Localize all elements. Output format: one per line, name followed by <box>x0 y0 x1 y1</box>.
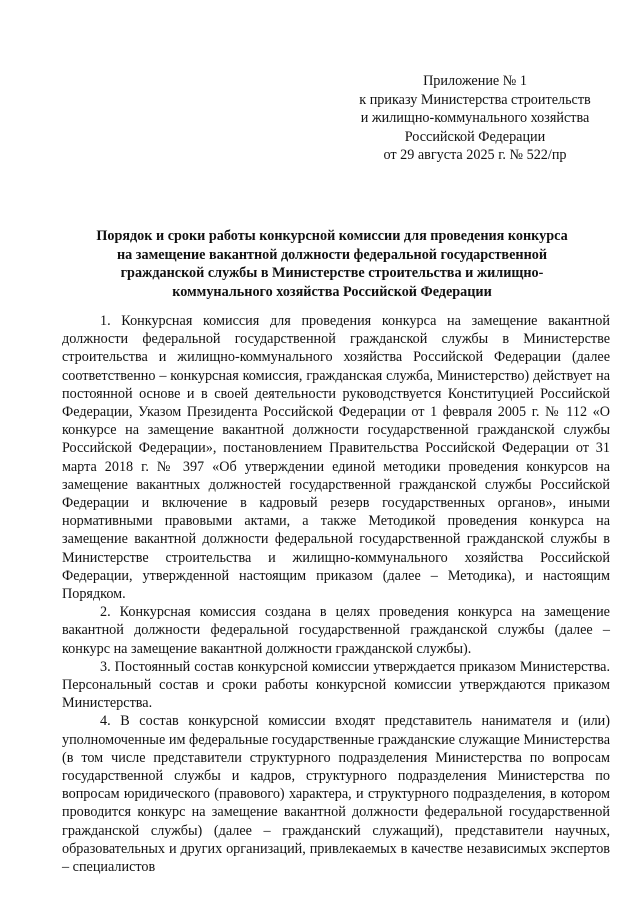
annex-order-ref: к приказу Министерства строительств <box>359 91 591 108</box>
document-title <box>62 227 602 301</box>
annex-ministry-line: и жилищно-коммунального хозяйства <box>360 110 590 127</box>
title-line-2: на замещение вакантной должности федеральной государственной <box>116 246 548 263</box>
annex-header <box>330 72 620 165</box>
title-line-3: гражданской службы в Министерстве строительства и жилищно- <box>120 265 544 282</box>
document-body <box>62 312 610 876</box>
title-line-4: коммунального хозяйства Российской Федерации <box>172 283 492 300</box>
paragraph-2: 2. Конкурсная комиссия создана в целях проведения конкурса на замещение вакантной должности федеральной государственной гражданской службы (далее – конкурс на замещение вакантной должности гражданской службы). <box>62 604 610 657</box>
annex-date-number: от 29 августа 2025 г. № 522/пр <box>383 147 567 164</box>
paragraph-3: 3. Постоянный состав конкурсной комиссии утверждается приказом Министерства. Персональный состав и сроки работы конкурсной комиссии утверждаются приказом Министерства. <box>62 658 610 712</box>
annex-number: Приложение № 1 <box>423 73 527 89</box>
paragraph-4: 4. В состав конкурсной комиссии входят представитель нанимателя и (или) уполномоченные им федеральные государственные гражданские служащие Министерства (в том числе представители структурного подразделения Министерства по вопросам государственной службы и кадров, структурного подразделения Министерства по вопросам юридического (правового) характера, и структурного подразделения, в котором проводится конкурс на замещение вакантной должности федеральной государственной гражданской службы) (далее – гражданский служащий), представители научных, образовательных и других организаций, привлекаемых в качестве независимых экспертов – специалистов <box>62 713 610 876</box>
paragraph-1: 1. Конкурсная комиссия для проведения конкурса на замещение вакантной должности федеральной государственной гражданской службы в Министерстве строительства и жилищно-коммунального хозяйства Российской Федерации (далее соответственно – конкурсная комиссия, гражданская служба, Министерство) действует на постоянной основе и в своей деятельности руководствуется Конституцией Российской Федерации, Указом Президента Российской Федерации от 1 февраля 2005 г. № 112 «О конкурсе на замещение вакантной должности государственной гражданской службы Российской Федерации», постановлением Правительства Российской Федерации от 31 марта 2018 г. № 397 «Об утверждении единой методики проведения конкурсов на замещение вакантных должностей государственной гражданской службы Российской Федерации и включение в кадровый резерв государственных органов», иными нормативными правовыми актами, а также Методикой проведения конкурса на замещение вакантной должности федеральной государственной гражданской службы в Министерстве строительства и жилищно-коммунального хозяйства Российской Федерации, утвержденной настоящим приказом (далее – Методика), и настоящим Порядком. <box>62 313 610 603</box>
title-line-1: Порядок и сроки работы конкурсной комиссии для проведения конкурса <box>96 228 568 244</box>
annex-country: Российской Федерации <box>404 128 546 145</box>
